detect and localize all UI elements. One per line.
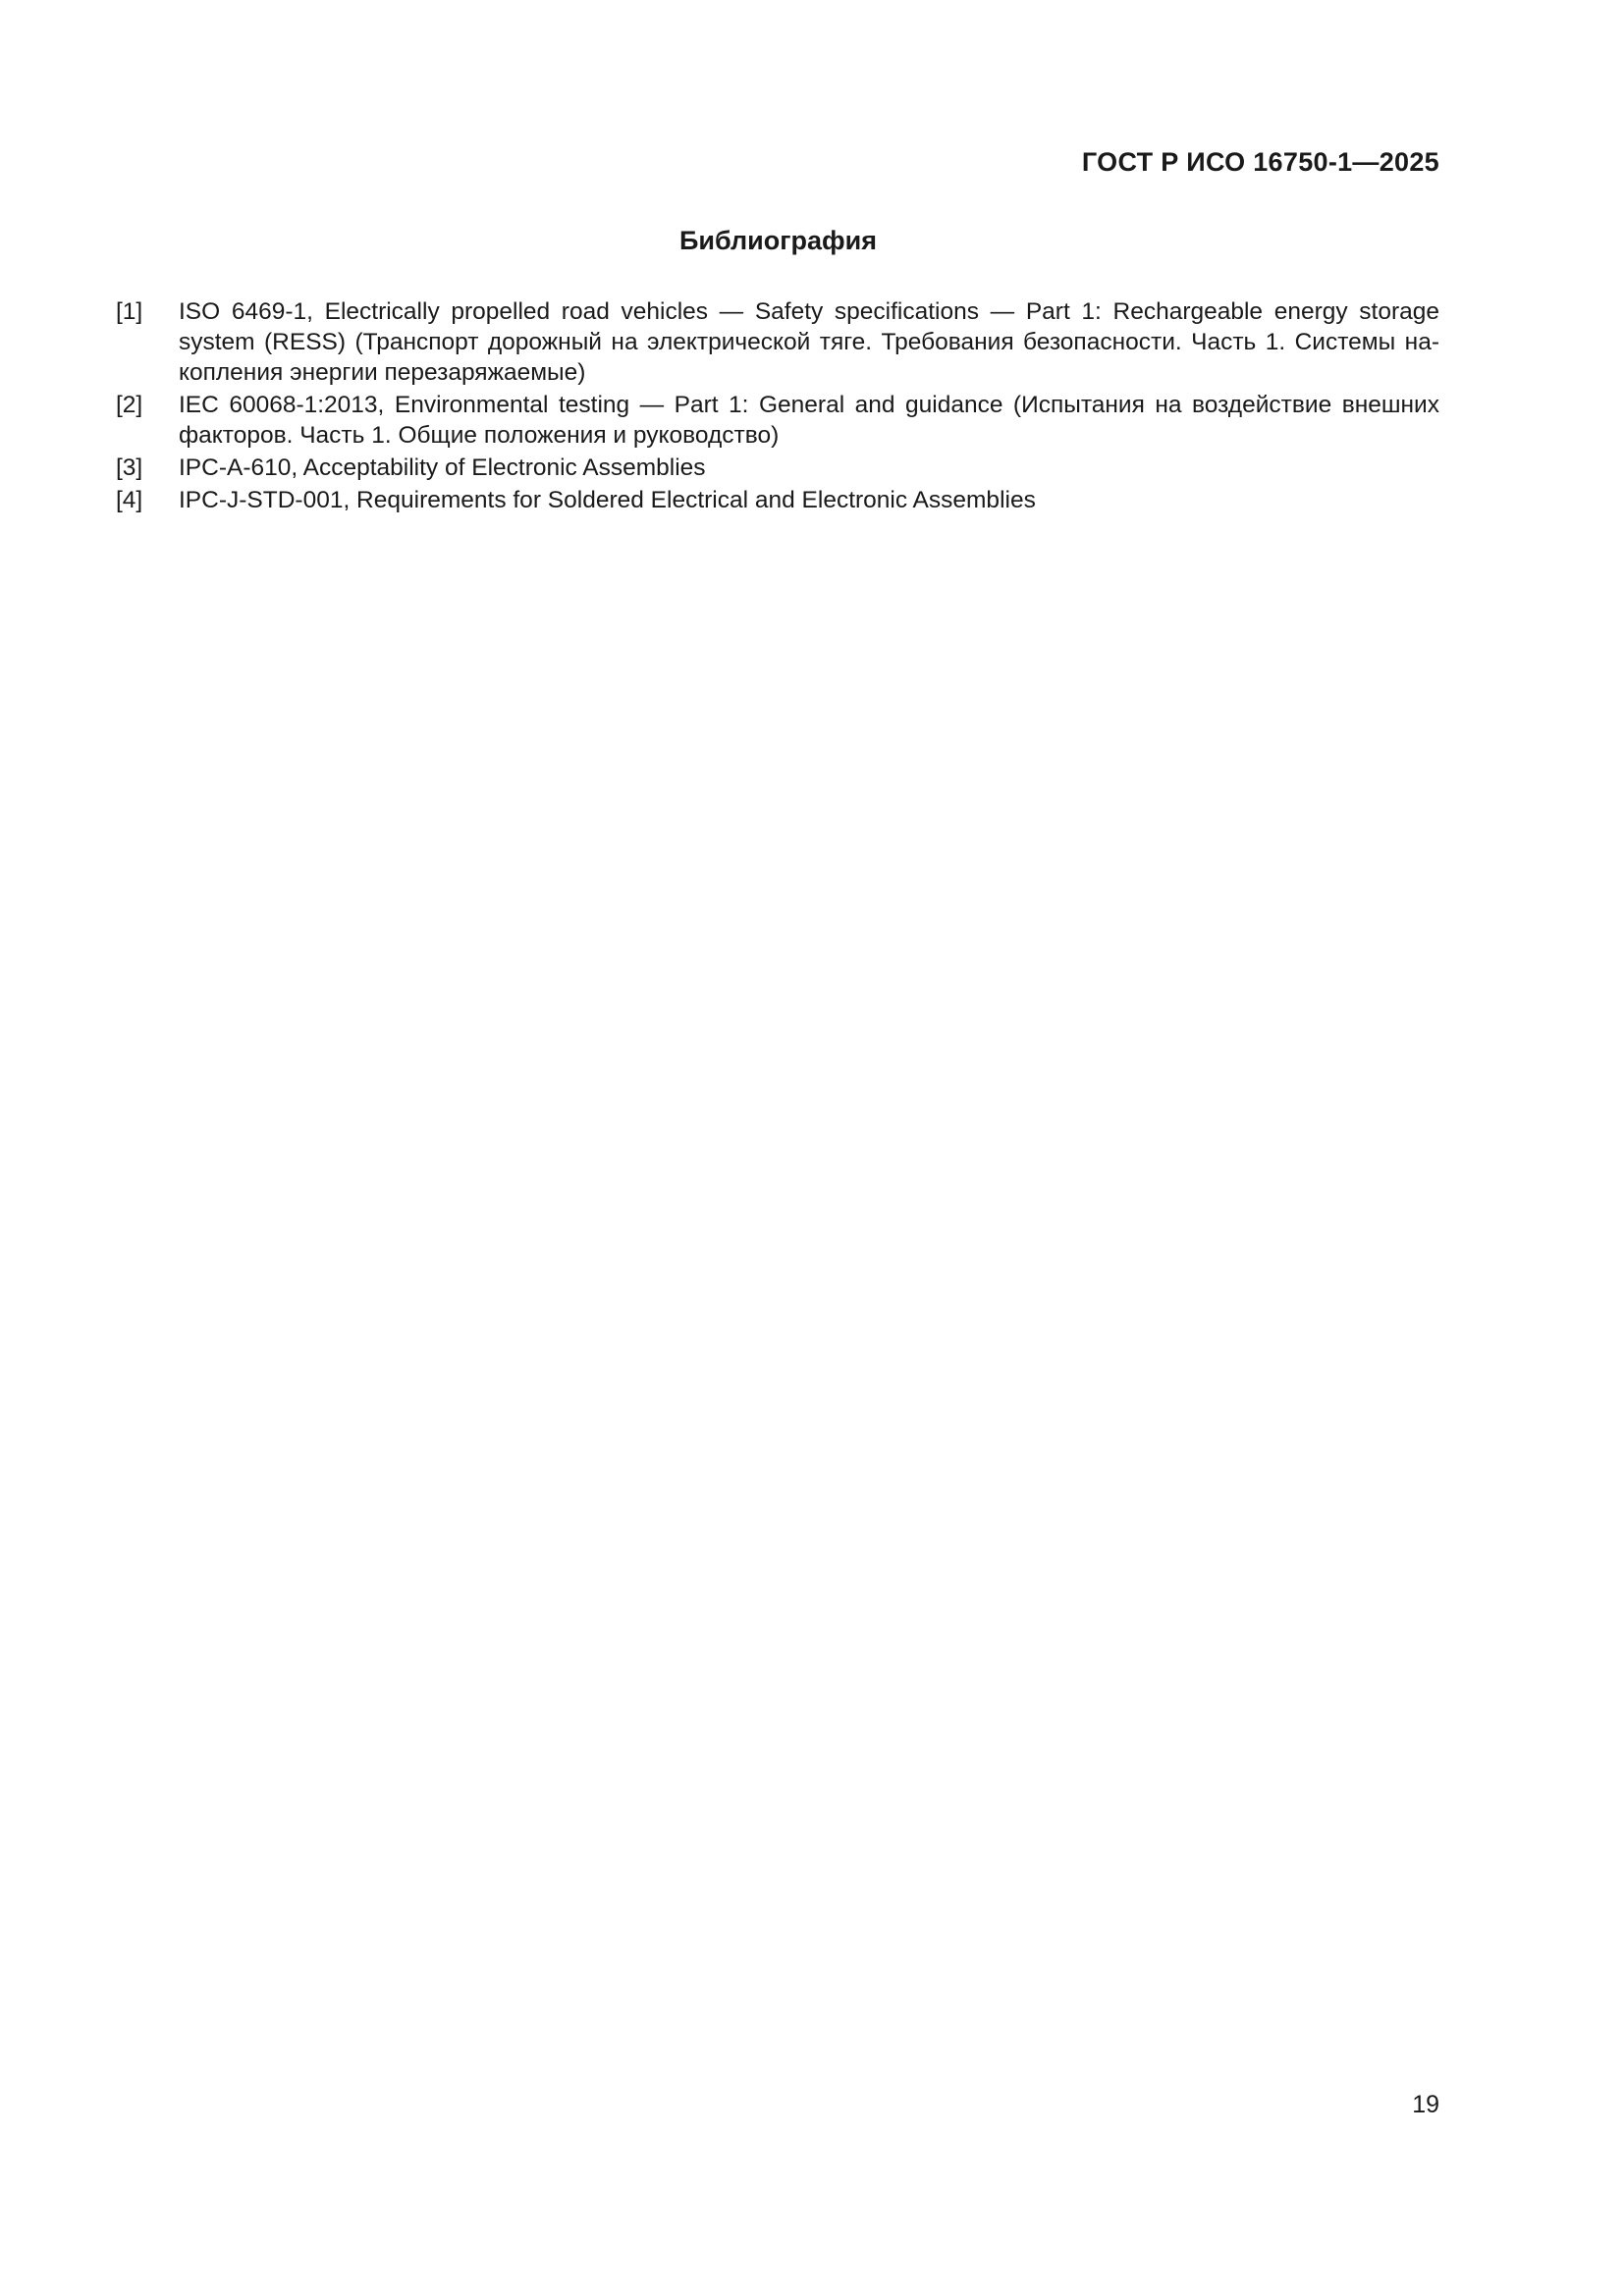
standard-designation: ГОСТ Р ИСО 16750-1—2025 [1081,147,1439,177]
bibliography-item [116,453,1439,483]
bibliography-item [116,390,1439,451]
reference-number: [3] [116,454,143,481]
reference-number: [1] [116,298,143,325]
bibliography-item [116,485,1439,515]
reference-number: [4] [116,487,143,513]
reference-text: IEC 60068-1:2013, Environmental testing — Part 1: General and guidance (Испытания на воздействие внешних факторов. Часть 1. Общие положения и руководство) [179,392,1439,449]
bibliography-title: Библиография [679,226,877,255]
page-number: 19 [1412,2091,1439,2118]
bibliography-item [116,296,1439,388]
reference-text: IPC-A-610, Acceptability of Electronic Assemblies [179,454,706,481]
reference-number: [2] [116,392,143,418]
bibliography-list [116,296,1439,517]
reference-text: IPC-J-STD-001, Requirements for Soldered Electrical and Electronic Assemblies [179,487,1036,513]
reference-text: ISO 6469-1, Electrically propelled road vehicles — Safety specifications — Part 1: Rechargeable energy storage system (RESS) (Транспорт дорожный на электрической тяге. Требования безопасности. Часть 1. Системы накопления энергии перезаряжаемые) [179,298,1439,386]
